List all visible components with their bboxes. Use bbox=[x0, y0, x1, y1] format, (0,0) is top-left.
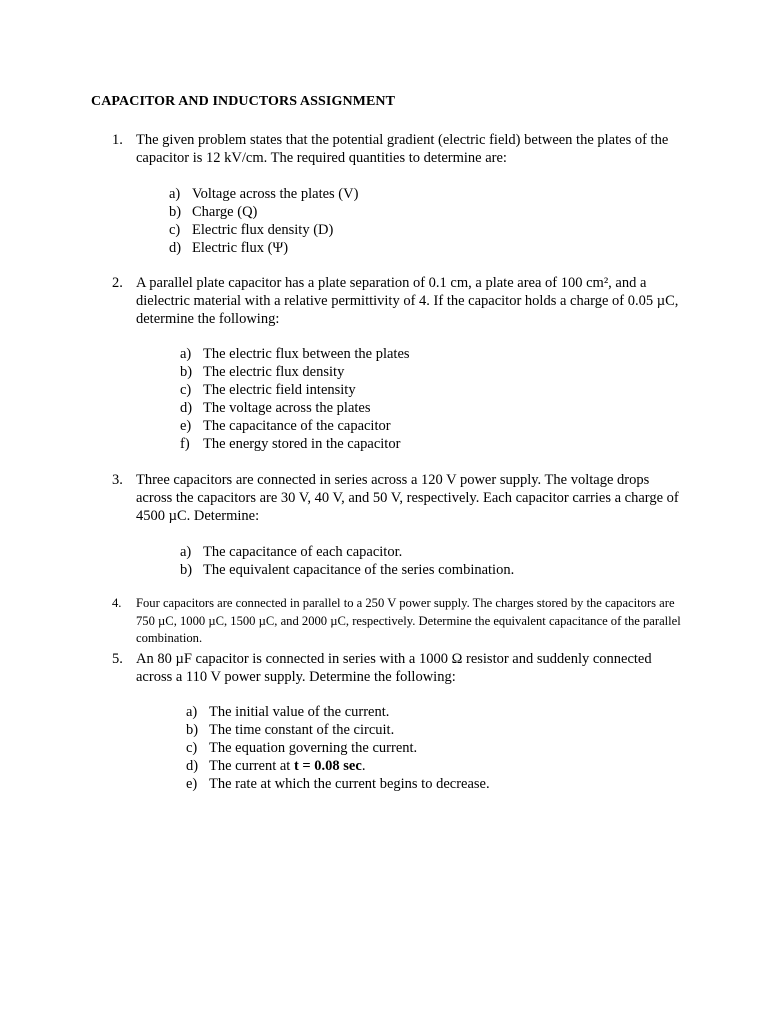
question-text: Four capacitors are connected in parallel to a 250 V power supply. The charges stored by the capacitors are 750 µC, 1000 µC, 1500 µC, and 2000 µC, respectively. Determine the equivalent capacitance of the parallel combination. bbox=[136, 596, 681, 645]
question-number: 2. bbox=[112, 275, 123, 291]
part-label: a) bbox=[180, 544, 192, 560]
part-label: a) bbox=[169, 186, 181, 202]
part-text-suffix: . bbox=[361, 758, 366, 774]
question-number: 4. bbox=[112, 596, 122, 610]
part-label: c) bbox=[186, 740, 198, 756]
part-label: b) bbox=[169, 204, 182, 220]
part-label: f) bbox=[180, 436, 190, 452]
question-number: 5. bbox=[112, 651, 123, 667]
question-number: 1. bbox=[112, 132, 123, 148]
question-1 bbox=[112, 131, 682, 167]
question-text: Three capacitors are connected in series across a 120 V power supply. The voltage drops across the capacitors are 30 V, 40 V, and 50 V, respectively. Each capacitor carries a charge of 4500 µC. Determine: bbox=[136, 472, 679, 524]
part-label: d) bbox=[169, 240, 182, 256]
part-label: d) bbox=[186, 758, 199, 774]
part-text: The electric flux density bbox=[203, 364, 345, 380]
part-label: c) bbox=[180, 382, 192, 398]
part-text: The equivalent capacitance of the series combination. bbox=[203, 562, 515, 578]
question-number: 3. bbox=[112, 472, 123, 488]
part-text: Electric flux density (D) bbox=[192, 222, 334, 238]
part-text: The voltage across the plates bbox=[203, 400, 371, 416]
question-text: A parallel plate capacitor has a plate separation of 0.1 cm, a plate area of 100 cm², and a dielectric material with a relative permittivity of 4. If the capacitor holds a charge of 0.05 µC, determine the following: bbox=[136, 275, 679, 327]
part-label: e) bbox=[180, 418, 192, 434]
part-label: b) bbox=[180, 364, 193, 380]
part-text: The electric field intensity bbox=[203, 382, 356, 398]
part-text: The electric flux between the plates bbox=[203, 346, 410, 362]
question-text: An 80 µF capacitor is connected in series with a 1000 Ω resistor and suddenly connected across a 110 V power supply. Determine the following: bbox=[136, 651, 652, 685]
part-text: The initial value of the current. bbox=[209, 704, 390, 720]
part-text: The capacitance of the capacitor bbox=[203, 418, 391, 434]
question-2 bbox=[112, 274, 682, 328]
part-label: e) bbox=[186, 776, 198, 792]
part-text bbox=[209, 757, 365, 775]
question-5 bbox=[112, 650, 682, 686]
part-text: The equation governing the current. bbox=[209, 740, 418, 756]
question-text: The given problem states that the potential gradient (electric field) between the plates of the capacitor is 12 kV/cm. The required quantities to determine are: bbox=[136, 132, 669, 166]
part-text: The rate at which the current begins to decrease. bbox=[209, 776, 490, 792]
part-text-prefix: The current at bbox=[209, 758, 294, 774]
part-text: Voltage across the plates (V) bbox=[192, 186, 359, 202]
part-text: The capacitance of each capacitor. bbox=[203, 544, 403, 560]
question-4 bbox=[112, 595, 682, 648]
page-title: CAPACITOR AND INDUCTORS ASSIGNMENT bbox=[91, 94, 396, 109]
part-text: The time constant of the circuit. bbox=[209, 722, 395, 738]
part-label: c) bbox=[169, 222, 181, 238]
part-text: The energy stored in the capacitor bbox=[203, 436, 401, 452]
part-label: d) bbox=[180, 400, 193, 416]
part-label: b) bbox=[180, 562, 193, 578]
question-3 bbox=[112, 471, 682, 525]
part-label: a) bbox=[180, 346, 192, 362]
part-text-emphasis: t = 0.08 sec bbox=[293, 758, 362, 774]
part-label: b) bbox=[186, 722, 199, 738]
part-text: Electric flux (Ψ) bbox=[192, 240, 289, 256]
part-text: Charge (Q) bbox=[192, 204, 258, 220]
part-label: a) bbox=[186, 704, 198, 720]
